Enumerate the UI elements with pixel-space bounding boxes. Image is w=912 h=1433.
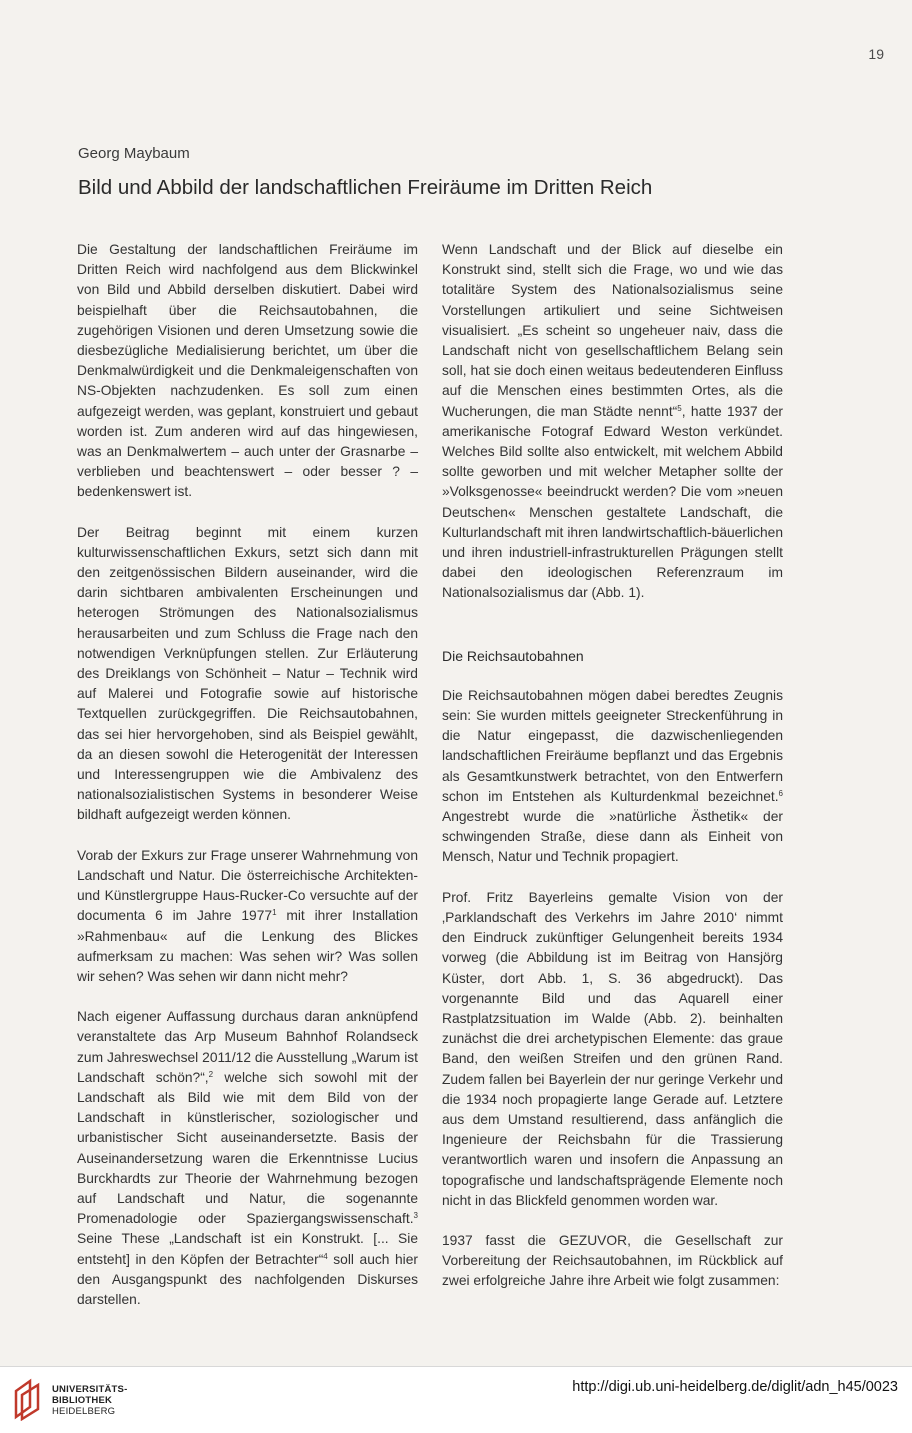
paragraph-text: Wenn Landschaft und der Blick auf dieselbe ein Konstrukt sind, stellt sich die Frage, wo und wie das totalitäre System des Nationalsozialismus seine Vorstellungen artikuliert und seine Sichtweisen visualisiert. „Es scheint so ungeheuer naiv, dass die Landschaft nicht von gesellschaftlichem Belang sein soll, hat sie doch einen weitaus bedeutenderen Einfluss auf die Menschen eines bestimmten Ortes, als die Wucherungen, die man Städte nennt“ xyxy=(442,242,783,419)
paragraph xyxy=(77,1007,418,1310)
library-name-line: UNIVERSITÄTS- xyxy=(52,1384,128,1395)
paragraph xyxy=(77,846,418,987)
paragraph: Die Gestaltung der landschaftlichen Freiräume im Dritten Reich wird nachfolgend aus dem Blickwinkel von Bild und Abbild derselben diskutiert. Dabei wird beispielhaft über die Reichsautobahnen, die zugehörigen Visionen und deren Umsetzung sowie die diesbezügliche Medialisierung berichtet, um über die Denkmalwürdigkeit und die Denkmaleigenschaften von NS-Objekten nachzudenken. Es soll zum einen aufgezeigt werden, was geplant, konstruiert und gebaut worden ist. Zum anderen wird auf das hingewiesen, was an Denkmalwertem – auch unter der Grasnarbe – verblieben und beachtenswert – oder besser ? – bedenkenswert ist. xyxy=(77,242,418,500)
section-heading: Die Reichsautobahnen xyxy=(442,647,584,664)
library-name-line: BIBLIOTHEK xyxy=(52,1395,113,1406)
paragraph-text: welche sich sowohl mit der Landschaft als Bild wie mit dem Bild von der Landschaft in künstlerischer, soziologischer und urbanistischer Sicht auseinandersetzte. Basis der Auseinandersetzung waren die Erkenntnisse Lucius Burckhardts zur Theorie der Wahrnehmung bezogen auf Landschaft und Natur, die sogenannte Promenadologie oder Spaziergangswissenschaft. xyxy=(77,1069,418,1227)
library-logo-icon[interactable] xyxy=(12,1377,42,1421)
paragraph-text: soll auch hier den Ausgangspunkt des nachfolgenden Diskurses darstellen. xyxy=(77,1251,418,1307)
page-number: 19 xyxy=(868,46,884,62)
viewer-footer xyxy=(0,1366,912,1433)
paragraph-text: Vorab der Exkurs zur Frage unserer Wahrnehmung von Landschaft und Natur. Die österreichische Architekten- und Künstlergruppe Haus-Rucker-Co versuchte auf der documenta 6 im Jahre 1977 xyxy=(77,847,418,924)
paragraph-text: , hatte 1937 der amerikanische Fotograf Edward Weston verkündet. Welches Bild sollte also entwickelt, mit welchem Abbild sollte geworben und mit welcher Metapher sollte der »Volksgenosse« beeindruckt werden? Die vom »neuen Deutschen« Menschen gestaltete Landschaft, die Kulturlandschaft mit ihren landwirtschaftlich-bäuerlichen und ihren industriell-infrastrukturellen Prägungen stellt dabei den ideologischen Referenzraum im Nationalsozialismus dar (Abb. 1). xyxy=(442,403,784,601)
article-title: Bild und Abbild der landschaftlichen Freiräume im Dritten Reich xyxy=(78,176,653,199)
footnote-ref[interactable]: 3 xyxy=(413,1211,418,1221)
footnote-ref[interactable]: 4 xyxy=(323,1251,328,1261)
left-column xyxy=(77,240,418,1330)
paragraph xyxy=(442,686,783,868)
paragraph-text: Angestrebt wurde die »natürliche Ästhetik« der schwingenden Straße, diese dann als Einheit von Mensch, Natur und Technik propagiert. xyxy=(442,809,783,865)
library-name-line: HEIDELBERG xyxy=(52,1406,116,1417)
paragraph xyxy=(77,523,418,826)
paragraph: Prof. Fritz Bayerleins gemalte Vision von der ‚Parklandschaft des Verkehrs im Jahre 2010‘ nimmt den Eindruck zukünftiger Gelungenheit bereits 1934 vorweg (die Abbildung ist im Beitrag von Hansjörg Küster, dort Abb. 1, S. 36 abgedruckt). Das vorgenannte Bild und das Aquarell einer Rastplatzsituation im Walde (Abb. 2). beinhalten zunächst die drei archetypischen Elemente: das graue Band, den weißen Streifen und den grünen Rand. Zudem fallen bei Bayerlein der nur geringe Verkehr und die 1934 noch propagierte lange Gerade auf. Letztere aus dem Umstand resultierend, dass anfänglich die Ingenieure der Reichsbahn für die Trassierung verantwortlich waren und insofern die Anpassung an topografische und landschaftsprägende Elemente noch nicht in das Blickfeld genommen worden war. xyxy=(442,889,783,1208)
paragraph-text: Der Beitrag beginnt mit einem kurzen kulturwissenschaftlichen Exkurs, setzt sich dann mit den zeitgenössischen Bildern auseinander, wird die darin sichtbaren ambivalenten Erscheinungen und heterogen Strömungen des Nationalsozialismus herausarbeiten und zum Schluss die Frage nach den notwendigen Verknüpfungen stellen. Zur Erläuterung des Dreiklangs von Schönheit – Natur – Technik wird auf Malerei und Fotografie sowie auf historische Textquellen zurückgegriffen. Die Reichsautobahnen, das sei hier hervorgehoben, sind als Beispiel gewählt, da an diesen sowohl die Heterogenität der Interessen und Interessengruppen wie die Ambivalenz des nationalsozialistischen Systems in besonderer Weise bildhaft aufgezeigt werden können. xyxy=(77,524,418,823)
permalink-url[interactable]: http://digi.ub.uni-heidelberg.de/diglit/adn_h45/0023 xyxy=(572,1379,898,1395)
footnote-ref[interactable]: 1 xyxy=(272,908,277,918)
library-name xyxy=(52,1384,127,1417)
paragraph xyxy=(442,240,783,604)
footnote-ref[interactable]: 5 xyxy=(677,403,682,413)
paragraph-text: Die Reichsautobahnen mögen dabei beredtes Zeugnis sein: Sie wurden mittels geeigneter Streckenführung in die Natur eingepasst, die dazwischenliegenden landschaftlichen Freiräume bepflanzt und das Ergebnis als Gesamtkunstwerk betrachtet, von den Entwerfern schon im Entstehen als Kulturdenkmal bezeichnet. xyxy=(442,687,783,804)
paragraph-text: Nach eigener Auffassung durchaus daran anknüpfend veranstaltete das Arp Museum Bahnhof Rolandseck zum Jahreswechsel 2011/12 die Ausstellung „Warum ist Landschaft schön?“, xyxy=(77,1009,418,1085)
paragraph: 1937 fasst die GEZUVOR, die Gesellschaft zur Vorbereitung der Reichsautobahnen, im Rückblick auf zwei erfolgreiche Jahre ihre Arbeit wie folgt zusammen: xyxy=(442,1232,783,1289)
paragraph-text: Seine These „Landschaft ist ein Konstrukt. [... Sie entsteht] in den Köpfen der Betrachter“ xyxy=(77,1231,418,1267)
paragraph-text: mit ihrer Installation »Rahmenbau« auf die Lenkung des Blickes aufmerksam zu machen: Was sehen wir? Was sollen wir sehen? Was sehen wir dann nicht mehr? xyxy=(77,908,418,984)
footnote-ref[interactable]: 2 xyxy=(208,1069,214,1079)
right-column xyxy=(442,240,783,1312)
author-name: Georg Maybaum xyxy=(78,145,190,162)
footnote-ref[interactable]: 6 xyxy=(778,788,783,798)
